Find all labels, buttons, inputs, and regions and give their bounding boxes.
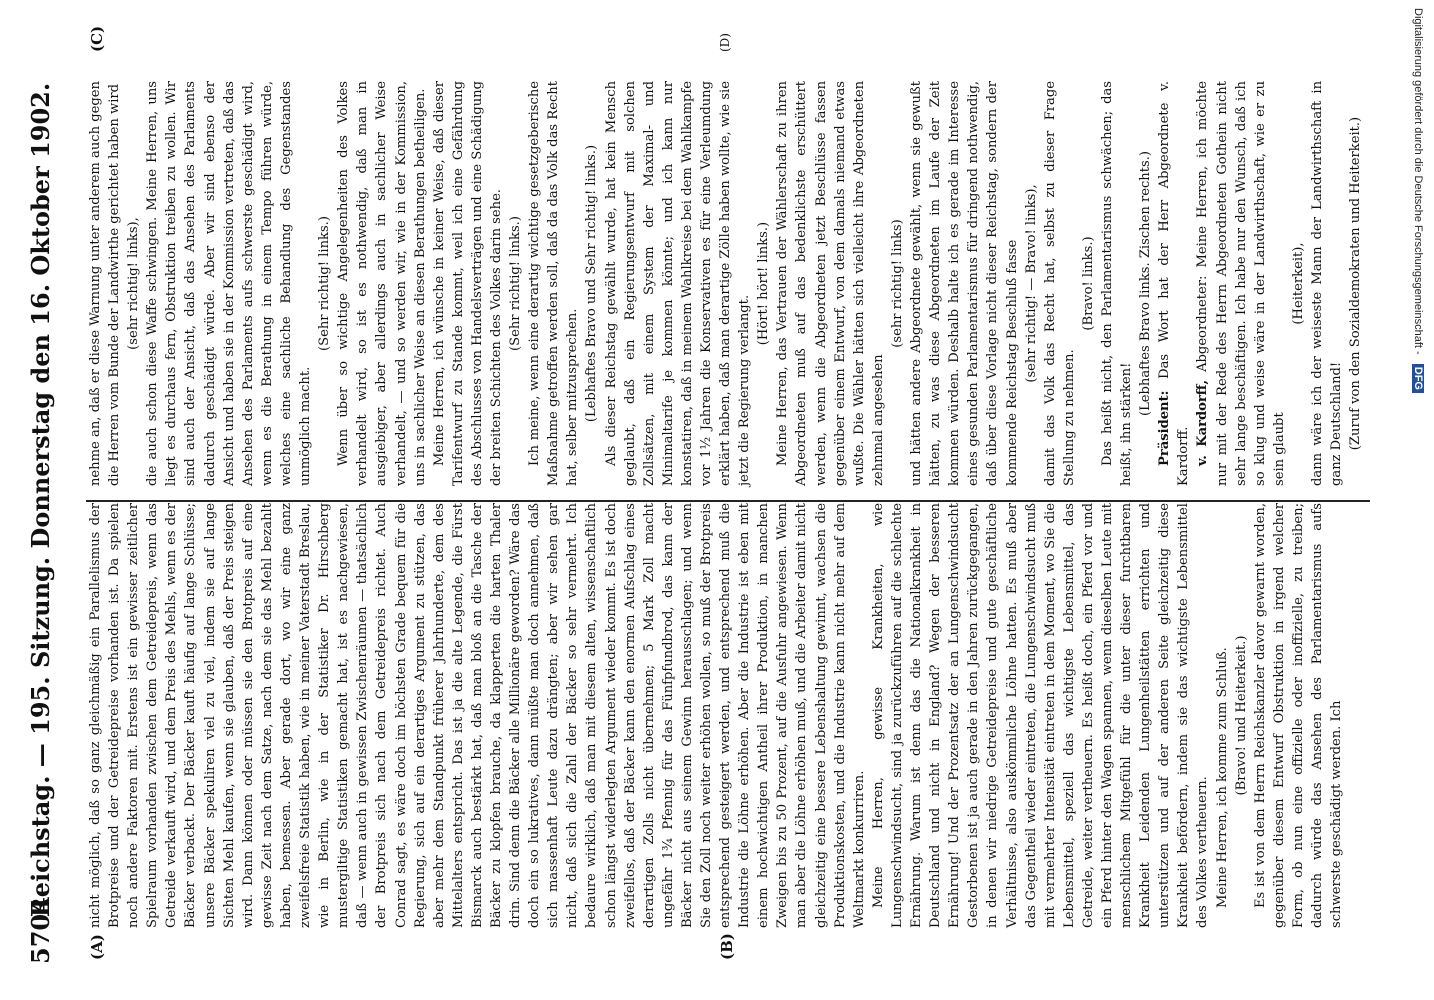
- paragraph-text: (Lebhaftes Bravo links. Zischen rechts.): [1138, 151, 1154, 416]
- paragraph: [143, 81, 315, 486]
- interjection: [1232, 503, 1251, 928]
- paragraph-text: die auch schon diese Waffe schwingen. Meine Herren, uns liegt es durchaus fern, Obstruktion treiben zu wollen. Wir sind auch der Ansicht, daß das Ansehen des Parlaments dadurch geschädigt würde. Aber wir sind ebenso der Ansicht und haben sie in der Kommission vertreten, daß das Ansehen des Parlaments aufs schwerste geschädigt wird, wenn es die Berathung in einem Tempo führen würde, welches eine sachliche Behandlung des Gegenstandes unmöglich macht.: [145, 81, 314, 486]
- paragraph-text: dann wäre ich der weiseste Mann der Landwirthschaft in ganz Deutschland!: [1310, 81, 1345, 486]
- paragraph-text: (Sehr richtig! links.): [317, 216, 333, 351]
- paragraph-text: (Bravo! und Heiterkeit.): [1233, 635, 1249, 796]
- paragraph: [869, 503, 1213, 928]
- paragraph-text: (Lebhaftes Bravo und Sehr richtig! links.): [584, 144, 600, 423]
- paragraph: [907, 81, 1022, 486]
- paragraph-text: Als dieser Reichstag gewählt wurde, hat kein Mensch geglaubt, daß ein Regierungsentwurf mit solchen Zollsätzen, mit einem System der Maximal- und Minimaltarife je kommen könnte; und ich kann nur konstatiren, daß in meinem Wahlkreise bei dem Wahlkampfe vor 1¹⁄₂ Jahren die Konservativen es für eine Verleumdung erklärt haben, daß man derartige Zölle haben wollte, wie sie jetzt die Regierung verlangt.: [603, 81, 753, 486]
- paragraph-text: Meine Herren, ich wünsche in keiner Weise, daß dieser Tarifentwurf zu Stande kommt, weil ich eine Gefährdung des Abschlusses von Handelsverträgen und eine Schädigung der breiten Schichten des Volkes darin sehe.: [431, 81, 504, 486]
- interjection: [1289, 81, 1308, 486]
- paragraph-text: (sehr richtig! links): [889, 219, 905, 348]
- paragraph: [1251, 503, 1346, 928]
- speaker-name: Präsident:: [1157, 390, 1173, 466]
- margin-marker-c: (C): [88, 25, 106, 52]
- paragraph-text: (Zuruf von den Sozialdemokraten und Heiterkeit.): [1348, 116, 1364, 451]
- paragraph-text: Abgeordneter: Meine Herren, ich möchte nur mit der Rede des Herrn Abgeordneten Gothein nicht sehr lange beschäftigen. Ich habe nur den Wunsch, daß ich so klug und weise wäre in der Landwirthschaft, wie er zu sein glaubt: [1195, 81, 1287, 486]
- paragraph-text: Ich meine, wenn eine derartig wichtige gesetzgeberische Maßnahme getroffen werden soll, daß da das Volk das Recht hat, selber mitzusprechen.: [527, 81, 581, 486]
- page-header: [22, 36, 60, 964]
- interjection: [1136, 81, 1155, 486]
- interjection: [1022, 81, 1041, 486]
- paragraph-text: und hätten andere Abgeordnete gewählt, wenn sie gewußt hätten, zu was diese Abgeordneten im Laufe der Zeit kommen würden. Deshalb halte ich es gerade im Interesse eines gesunden Parlamentarismus für dringend nothwendig, daß über diese Vorlage nicht dieser Reichstag, sondern der kommende Reichstag Beschluß fasse: [909, 81, 1020, 486]
- digitization-text: Digitalisierung gefördert durch die Deutsche Forschungsgemeinschaft -: [1412, 8, 1424, 355]
- paragraph-text: (Bravo! links.): [1080, 236, 1096, 331]
- interjection: [1079, 81, 1098, 486]
- interjection: [582, 81, 601, 486]
- interjection: [754, 81, 773, 486]
- paragraph: [86, 503, 869, 928]
- paragraph: [1098, 81, 1136, 486]
- margin-marker-d: (D): [718, 33, 732, 52]
- paragraph-text: Es ist von dem Herrn Reichskanzler davor gewarnt worden, gegenüber diesem Entwurf Obstruktion in irgend welcher Form, ob nun eine offizielle oder inoffizielle, zu treiben; dadurch würde das Ansehen des Parlamentarismus aufs schwerste geschädigt werden. Ich: [1252, 503, 1345, 928]
- paragraph-text: (Heiterkeit),: [1290, 242, 1306, 325]
- interjection: [315, 81, 334, 486]
- paragraph: [1213, 503, 1232, 928]
- dfg-logo: DFG: [1412, 364, 1424, 393]
- paragraph: [1041, 81, 1079, 486]
- paragraph-text: (Hört! hört! links.): [756, 221, 772, 346]
- paragraph: [773, 81, 888, 486]
- paragraph-text: Meine Herren, das Vertrauen der Wählerschaft zu ihren Abgeordneten muß auf das bedenklichste erschüttert werden, wenn die Abgeordneten jetzt Beschlüsse fassen gegenüber einem Entwurf, von dem damals niemand etwas wußte. Die Wähler hätten sich vielleicht ihre Abgeordneten zehnmal angesehen: [775, 81, 886, 486]
- interjection: [506, 81, 525, 486]
- paragraph-text: (Sehr richtig! links.): [508, 216, 524, 351]
- right-column: [86, 81, 1370, 502]
- left-column: [86, 503, 1370, 928]
- paragraph: [334, 81, 429, 486]
- paragraph-text: nehme an, daß er diese Warnung unter anderem auch gegen die Herren vom Bunde der Landwirthe gerichtet haben wird: [88, 81, 123, 486]
- paragraph-text: Meine Herren, gewisse Krankheiten, wie Lungenschwindsucht, sind ja zurückzuführen auf die schlechte Ernährung. Warum ist denn das die Nationalkrankheit in Deutschland und nicht in England? Wegen der besseren Ernährung! Und der Prozentsatz der an Lungenschwindsucht Gestorbenen ist ja auch gerade in den Jahren zurückgegangen, in denen wir niedrige Getreidepreise und gute geschäftliche Verhältnisse, also auskömmliche Löhne hatten. Es muß aber das Gegentheil wieder eintreten, die Lungenschwindsucht muß mit vermehrter Intensität eintreten in dem Moment, wo Sie die Lebensmittel, speziell das wichtigste Lebensmittel, das Getreide, weiter vertheuern. Es heißt doch, ein Pferd vor und ein Pferd hinter den Wagen spannen, wenn dieselben Leute mit menschlichem Mitgefühl für die unter dieser furchtbaren Krankheit Leidenden Lungenheilstätten errichten und unterstützen und auf der anderen Seite gleichzeitig diese Krankheit befördern, indem sie das wichtigste Lebensmittel des Volkes vertheuern.: [870, 503, 1211, 928]
- interjection: [1346, 81, 1365, 486]
- paragraph-text: (sehr richtig! links),: [126, 217, 142, 350]
- interjection: [124, 81, 143, 486]
- paragraph-text: Das Wort hat der Herr Abgeordnete v. Kardorff.: [1157, 81, 1192, 486]
- paragraph: [430, 81, 506, 486]
- paragraph-text: Meine Herren, ich komme zum Schluß.: [1214, 647, 1230, 908]
- paragraph-text: damit das Volk das Recht hat, selbst zu dieser Frage Stellung zu nehmen.: [1042, 81, 1077, 486]
- speaker-name: v. Kardorff,: [1195, 379, 1211, 466]
- page-number: 5704: [26, 897, 55, 964]
- interjection: [888, 81, 907, 486]
- paragraph-text: nicht möglich, daß so ganz gleichmäßig ein Parallelismus der Brotpreise und der Getreidepreise vorhanden ist. Da spielen noch andere Faktoren mit. Erstens ist ein gewisser zeitlicher Spielraum vorhanden zwischen dem Getreidepreis, wenn das Getreide verkauft wird, und dem Preis des Mehls, wenn es der Bäcker verbackt. Der Bäcker kauft häufig auf lange Schlüsse; unsere Bäcker spekuliren viel zu viel, indem sie auf lange Sichten Mehl kaufen, wenn sie glauben, daß der Preis steigen wird. Dann können oder müssen sie den Brotpreis auf eine gewisse Zeit nach dem Satze, nach dem sie das Mehl bezahlt haben, bemessen. Aber gerade dort, wo wir eine ganz zweifelsfreie Statistik haben, wie in meiner Vaterstadt Breslau, wie in Berlin, wie in der Statistiker Dr. Hirschberg mustergiltige Statistiken gemacht hat, ist es nachgewiesen, daß — wenn auch in gewissen Zwischenräumen — thatsächlich der Brotpreis sich nach dem Getreidepreis richtet. Auch Conrad sagt, es wäre doch im höchsten Grade bequem für die Regierung, sich auf ein derartiges Argument zu stützen, das aber mehr dem Standpunkt früherer Jahrhunderte, dem des Mittelalters entspricht. Das ist ja die alte Legende, die Fürst Bismarck auch bestärkt hat, daß man bloß an die Tasche der Bäcker zu klopfen brauche, da klapperten die harten Thaler drin. Sind denn die Bäcker alle Millionäre geworden? Wäre das doch ein so lukratives, dann müßte man doch annehmen, daß sich massenhaft Leute dazu drängten; aber wir sehen gar nicht, daß sich die Zahl der Bäcker so sehr vermehrt. Ich bedaure wirklich, daß man mit diesem alten, wissenschaftlich schon längst widerlegten Argument wieder kommt. Es ist doch zweifellos, daß der Bäcker kann den enormen Aufschlag eines derartigen Zolls nicht übernehmen; 5 Mark Zoll macht ungefähr 1³⁄₄ Pfennig für das Fünfpfundbrod, das kann der Bäcker nicht aus seinem Gewinn herausschlagen; und wenn Sie den Zoll noch weiter erhöhen wollen, so muß der Brotpreis entsprechend gesteigert werden, und entsprechend muß die Industrie die Löhne erhöhen. Aber die Industrie ist eben mit einem hochwichtigen Antheil ihrer Produktion, in manchen Zweigen bis zu 50 Prozent, auf die Ausfuhr angewiesen. Wenn man aber die Löhne erhöhen muß, und die Arbeiter damit nicht gleichzeitig eine bessere Lebenshaltung gewinnt, wachsen die Produktionskosten, und die Industrie kann nicht mehr auf dem Weltmarkt konkurriren.: [88, 503, 867, 928]
- paragraph: [1308, 81, 1346, 486]
- paragraph: [602, 81, 755, 486]
- paragraph-text: Das heißt nicht, den Parlamentarismus schwächen; das heißt, ihn stärken!: [1099, 81, 1135, 486]
- margin-marker-b: (B): [718, 933, 736, 960]
- paragraph: [1155, 81, 1193, 486]
- paragraph: [1193, 81, 1288, 486]
- paragraph: [525, 81, 582, 486]
- paragraph-text: Wenn über so wichtige Angelegenheiten des Volkes verhandelt wird, so ist es nothwendig, daß man in ausgiebiger, aber allerdings auch in sachlicher Weise verhandelt, — und so werden wir, wie in der Kommission, uns in sachlicher Weise an diesen Berathungen betheiligen.: [336, 81, 428, 486]
- margin-marker-a: (A): [88, 934, 106, 960]
- page-title: Reichstag. — 195. Sitzung. Donnerstag den 16. Oktober 1902.: [26, 82, 55, 918]
- paragraph: [86, 81, 124, 486]
- paragraph-text: (sehr richtig! — Bravo! links),: [1023, 184, 1039, 383]
- digitization-note: [1408, 8, 1428, 992]
